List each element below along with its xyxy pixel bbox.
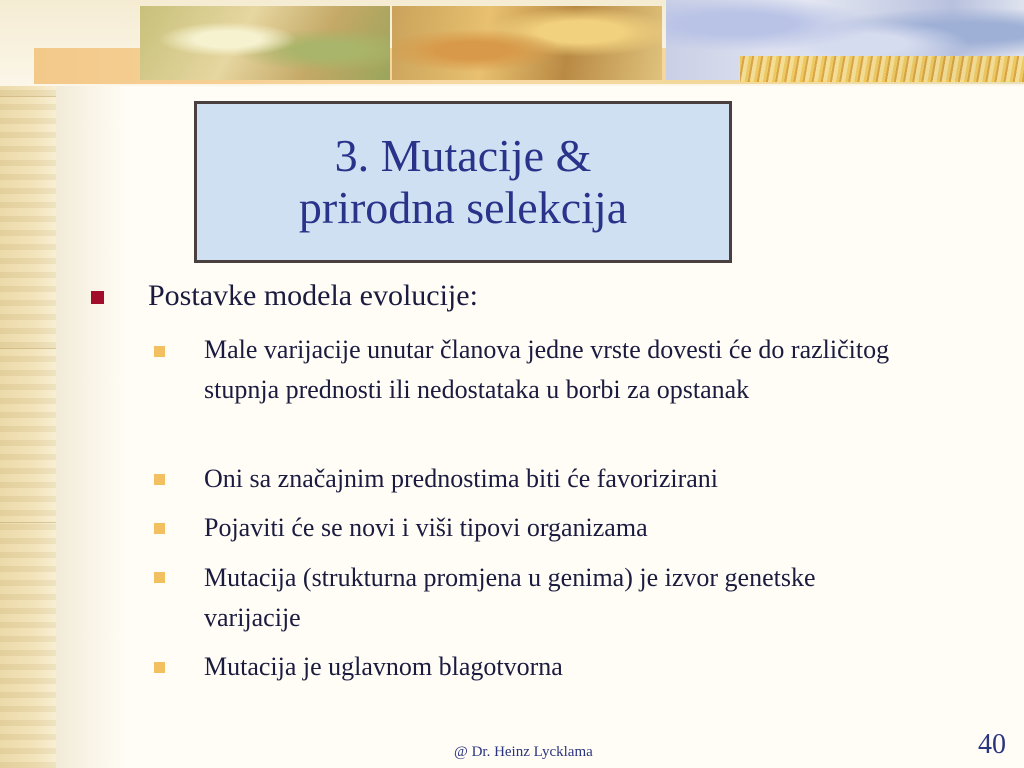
main-bullet-text: Postavke modela evolucije: [148,279,478,312]
slide-title-line: 3. Mutacije & [334,130,592,181]
square-bullet-icon [154,523,165,534]
square-bullet-icon [154,662,165,673]
square-bullet-icon [154,346,165,357]
square-bullet-icon [154,572,165,583]
sub-bullet-text: Male varijacije unutar članova jedne vrste dovesti će do različitog stupnja prednosti ili nedostataka u borbi za opstanak [204,335,890,404]
page-number: 40 [978,729,1006,760]
square-bullet-icon [154,474,165,485]
sub-bullet-text: Oni sa značajnim prednostima biti će favorizirani [204,464,719,493]
sub-bullet-text: Mutacija je uglavnom blagotvorna [204,652,563,681]
sub-bullet-text: Pojaviti će se novi i viši tipovi organizama [204,513,648,542]
slide-title-line: prirodna selekcija [298,182,628,233]
sub-bullet-text: Mutacija (strukturna promjena u genima) je izvor genetske varijacije [204,563,816,632]
square-bullet-icon [91,291,104,304]
footer-credit: @ Dr. Heinz Lycklama [454,744,593,760]
